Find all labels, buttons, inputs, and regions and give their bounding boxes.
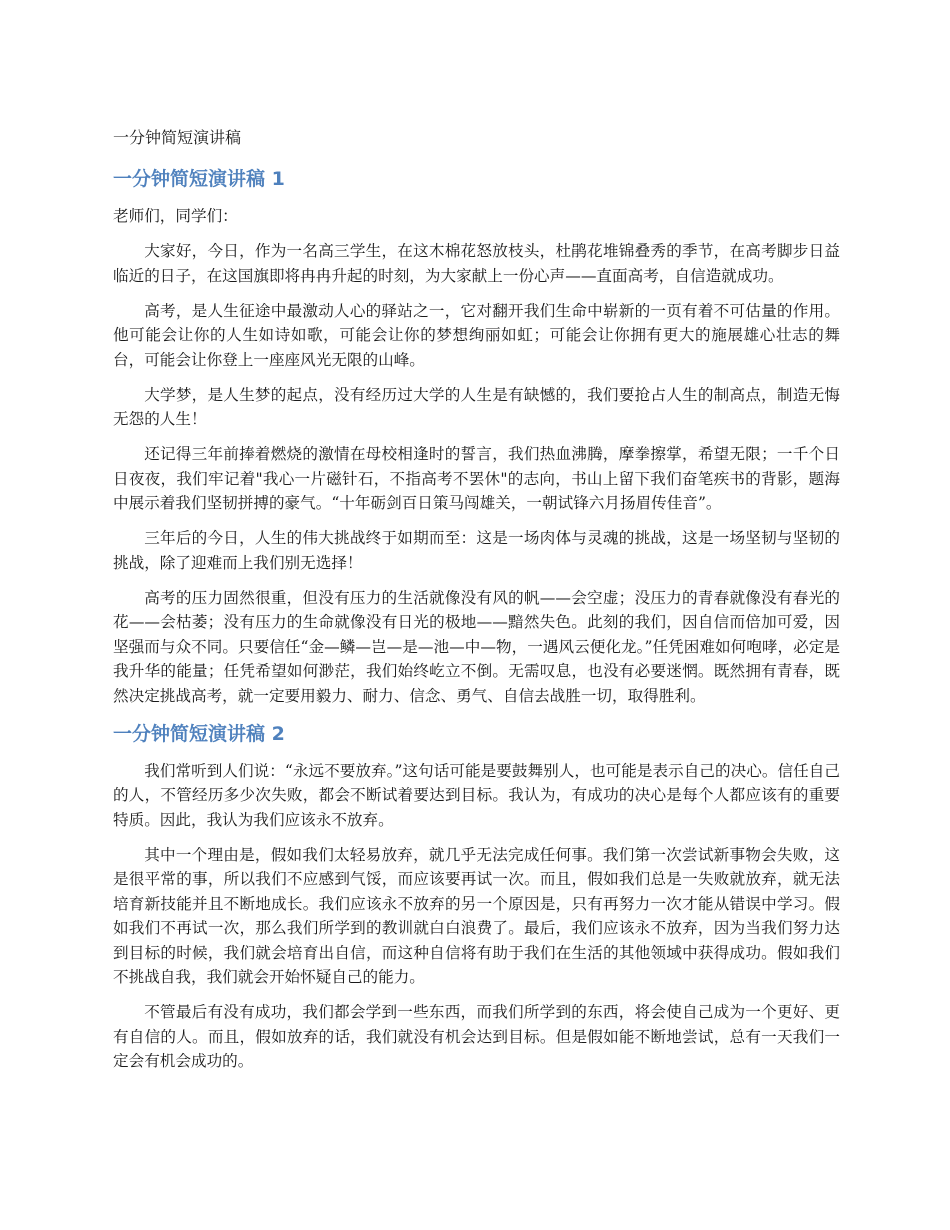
section-heading: 一分钟简短演讲稿 1 [113,168,285,190]
body-paragraph: 还记得三年前捧着燃烧的激情在母校相逢时的誓言，我们热血沸腾，摩拳擦掌，希望无限；一千个日日夜夜，我们牢记着"我心一片磁针石，不指高考不罢休"的志向，书山上留下我们奋笔疾书的背影，题海中展示着我们坚韧拼搏的豪气。“十年砺剑百日策马闯雄关，一朝试锋六月扬眉传佳音”。 [113,445,840,512]
body-paragraph: 高考的压力固然很重，但没有压力的生活就像没有风的帆——会空虚；没压力的青春就像没有春光的花——会枯萎；没有压力的生命就像没有日光的极地——黯然失色。此刻的我们，因自信而倍加可爱，因坚强而与众不同。只要信任“金—鳞—岂—是—池—中—物，一遇风云便化龙。”任凭困难如何咆哮，必定是我升华的能量；任凭希望如何渺茫，我们始终屹立不倒。无需叹息，也没有必要迷惘。既然拥有青春，既然决定挑战高考，就一定要用毅力、耐力、信念、勇气、自信去战胜一切，取得胜利。 [113,588,840,705]
body-paragraph: 我们常听到人们说：“永远不要放弃。”这句话可能是要鼓舞别人，也可能是表示自己的决心。信任自己的人，不管经历多少次失败，都会不断试着要达到目标。我认为，有成功的决心是每个人都应该有的重要特质。因此，我认为我们应该永不放弃。 [113,761,840,829]
body-paragraph: 不管最后有没有成功，我们都会学到一些东西，而我们所学到的东西，将会使自己成为一个更好、更有自信的人。而且，假如放弃的话，我们就没有机会达到目标。但是假如能不断地尝试，总有一天我们一定会有机会成功的。 [113,1003,840,1070]
document-title: 一分钟简短演讲稿 [113,128,242,147]
body-paragraph: 大学梦，是人生梦的起点，没有经历过大学的人生是有缺憾的，我们要抢占人生的制高点，制造无悔无怨的人生！ [113,385,840,428]
section-2 [113,719,840,1074]
section-heading: 一分钟简短演讲稿 2 [113,722,285,745]
body-paragraph: 三年后的今日，人生的伟大挑战终于如期而至：这是一场肉体与灵魂的挑战，这是一场坚韧与坚韧的挑战，除了迎难而上我们别无选择！ [113,529,840,572]
body-paragraph: 高考，是人生征途中最激动人心的驿站之一，它对翻开我们生命中崭新的一页有着不可估量的作用。他可能会让你的人生如诗如歌，可能会让你的梦想绚丽如虹；可能会让你拥有更大的施展雄心壮志的舞台，可能会让你登上一座座风光无限的山峰。 [113,301,840,369]
greeting-paragraph: 老师们，同学们： [113,207,238,225]
section-1 [113,164,840,708]
body-paragraph: 其中一个理由是，假如我们太轻易放弃，就几乎无法完成任何事。我们第一次尝试新事物会失败，这是很平常的事，所以我们不应感到气馁，而应该要再试一次。而且，假如我们总是一失败就放弃，就无法培育新技能并且不断地成长。我们应该永不放弃的另一个原因是，只有再努力一次才能从错误中学习。假如我们不再试一次，那么我们所学到的教训就白白浪费了。最后，我们应该永不放弃，因为当我们努力达到目标的时候，我们就会培育出自信，而这种自信将有助于我们在生活的其他领域中获得成功。假如我们不挑战自我，我们就会开始怀疑自己的能力。 [113,845,840,986]
document-page [113,125,840,1084]
body-paragraph: 大家好，今日，作为一名高三学生，在这木棉花怒放枝头，杜鹃花堆锦叠秀的季节，在高考脚步日益临近的日子，在这国旗即将冉冉升起的时刻，为大家献上一份心声——直面高考，自信造就成功。 [113,242,840,285]
